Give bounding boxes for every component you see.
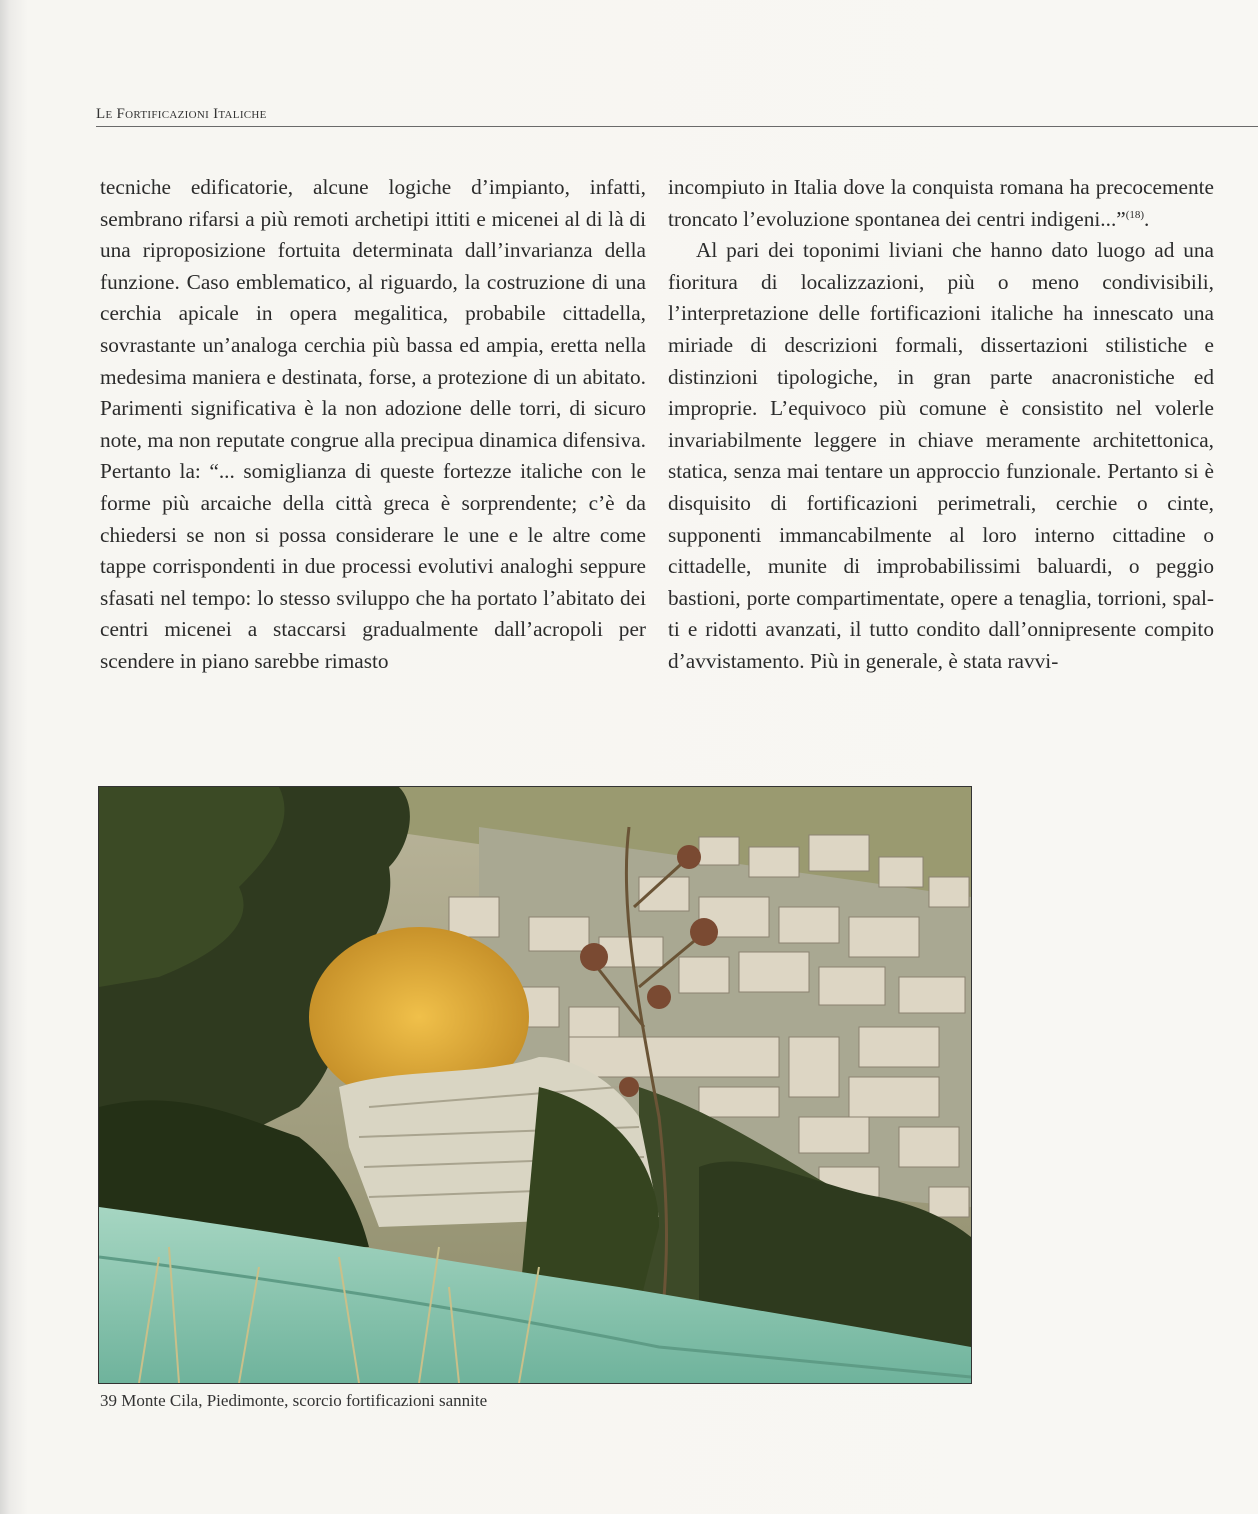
right-paragraph-1-end: . — [1144, 206, 1150, 231]
footnote-ref: (18) — [1125, 208, 1145, 221]
header-title: Le Fortificazioni Italiche — [96, 106, 267, 122]
left-text-column — [100, 172, 646, 678]
right-paragraph-1 — [668, 172, 1214, 235]
right-paragraph-1-text: incompiuto in Italia dove la conquista romana ha precocemente troncato l’evoluzione spontanea dei centri indigeni...” — [668, 175, 1214, 231]
right-paragraph-2: Al pari dei toponimi liviani che hanno dato luogo ad una fioritura di localizzazioni, più o meno condivisibili, l’interpretazione delle fortificazioni italiche ha innescato una miriade di descrizioni formali, dissertazioni stilistiche e distinzioni tipologiche, in gran parte anacronistiche ed improprie. L’equivoco più comune è consistito nel volerle invariabilmente leggere in chiave meramente architettonica, statica, senza mai tentare un approccio funzionale. Pertanto si è disquisito di fortificazioni perimetrali, cerchie o cinte, supponenti immancabilmente al loro interno cittadine o cittadelle, munite di improbabilissimi baluardi, o peggio bastioni, porte compartimentate, opere a tenaglia, torrioni, spalti e ridotti avanzati, il tutto condito dall’onnipresente compito d’avvistamento. Più in generale, è stata ravvi- — [668, 238, 1214, 673]
right-text-column — [668, 172, 1214, 678]
left-paragraph: tecniche edificatorie, alcune logiche d’impianto, infatti, sembrano rifarsi a più remoti archetipi ittiti e micenei al di là di una riproposizione fortuita determinata dall’invarianza della funzione. Caso emblematico, al riguardo, la costruzione di una cerchia apicale in opera megalitica, probabile cittadella, sovrastante un’analoga cerchia più bassa ed ampia, eretta nella medesima maniera e destinata, forse, a protezione di un abitato. Parimenti significativa è la non adozione delle torri, di sicuro note, ma non reputate congrue alla precipua dinamica difensiva. Pertanto la: “... somiglianza di queste fortezze italiche con le forme più arcaiche della città greca è sorprendente; c’è da chiedersi se non si possa considerare le une e le altre come tappe corrispondenti in due processi evolutivi analoghi seppure sfasati nel tempo: lo stesso sviluppo che ha portato l’abitato dei centri micenei a staccarsi gradualmente dall’acropoli per scendere in piano sarebbe rimasto — [100, 175, 646, 673]
figure-caption: 39 Monte Cila, Piedimonte, scorcio fortificazioni sannite — [100, 1391, 488, 1410]
running-header — [96, 106, 1258, 127]
landscape-photo — [98, 786, 972, 1384]
